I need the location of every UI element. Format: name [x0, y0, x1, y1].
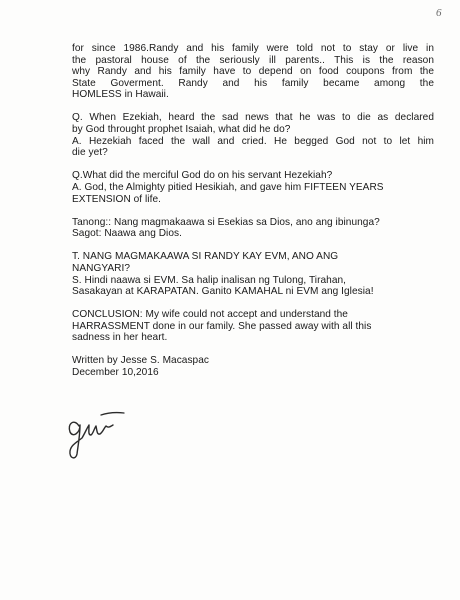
text-line: HOMLESS in Hawaii. — [72, 89, 169, 101]
page-number: 6 — [436, 7, 442, 19]
document-body — [72, 43, 434, 379]
text-line: A. Hezekiah faced the wall and cried. He begged God not to let him — [72, 135, 434, 147]
byline — [72, 355, 434, 378]
text-line: the pastoral house of the seriously ill parents.. This is the reason — [72, 54, 434, 66]
text-line: A. God, the Almighty pitied Hesikiah, and gave him FIFTEEN YEARS — [72, 181, 384, 193]
text-line: Sasakayan at KARAPATAN. Ganito KAMAHAL ni EVM ang Iglesia! — [72, 286, 374, 298]
paragraph-tanong — [72, 217, 434, 240]
paragraph-conclusion — [72, 309, 434, 344]
text-line: HARRASSMENT done in our family. She passed away with all this — [72, 320, 372, 332]
text-line: sadness in her heart. — [72, 332, 168, 344]
paragraph-question-hezekiah — [72, 112, 434, 158]
text-line: die yet? — [72, 147, 108, 159]
signature-icon — [64, 404, 140, 462]
text-line: NANGYARI? — [72, 262, 131, 274]
text-line: CONCLUSION: My wife could not accept and understand the — [72, 309, 348, 321]
text-line: Sagot: Naawa ang Dios. — [72, 228, 182, 240]
paragraph-question-merciful-god — [72, 170, 434, 205]
text-line: Q. When Ezekiah, heard the sad news that he was to die as declared — [72, 112, 434, 124]
date-line: December 10,2016 — [72, 367, 159, 379]
text-line: for since 1986.Randy and his family were told not to stay or live in — [72, 43, 434, 54]
handwritten-signature — [64, 404, 140, 462]
author-line: Written by Jesse S. Macaspac — [72, 355, 209, 367]
text-line: T. NANG MAGMAKAAWA SI RANDY KAY EVM, ANO ANG — [72, 251, 339, 263]
text-line: Q.What did the merciful God do on his servant Hezekiah? — [72, 170, 333, 182]
text-line: EXTENSION of life. — [72, 193, 161, 205]
text-line: by God throught prophet Isaiah, what did he do? — [72, 124, 291, 136]
text-line: Tanong:: Nang magmakaawa si Esekias sa Dios, ano ang ibinunga? — [72, 216, 380, 228]
text-line: why Randy and his family have to depend on food coupons from the — [72, 66, 434, 78]
paragraph-intro — [72, 43, 434, 101]
paragraph-tanong-randy — [72, 251, 434, 297]
text-line: State Goverment. Randy and his family became among the — [72, 77, 434, 89]
text-line: S. Hindi naawa si EVM. Sa halip inalisan ng Tulong, Tirahan, — [72, 274, 347, 286]
